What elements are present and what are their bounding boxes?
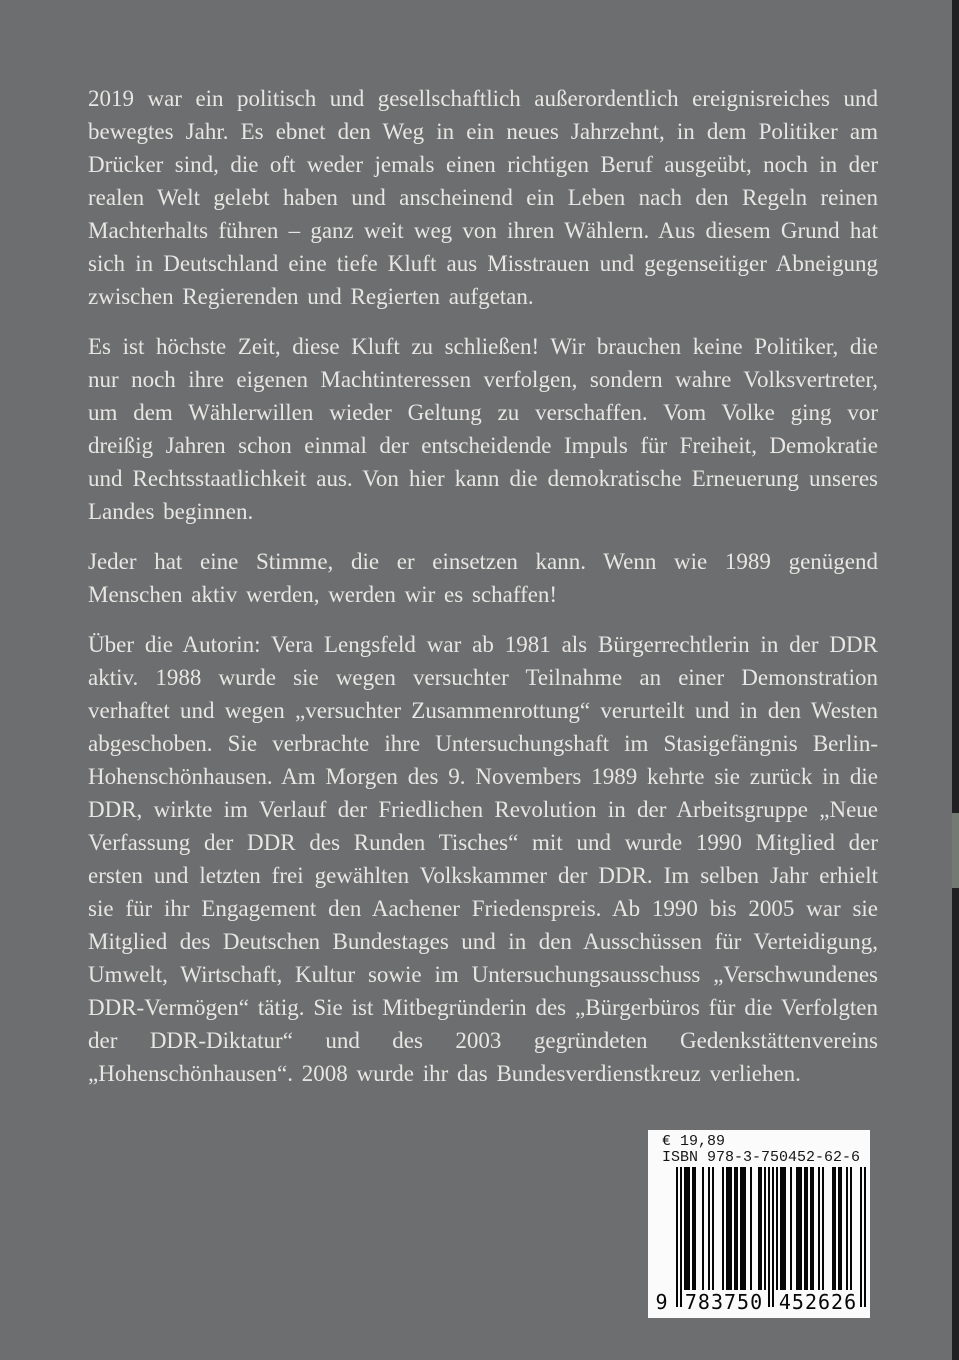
price-label: € 19,89 [662,1133,726,1150]
blurb-paragraph-callout: Jeder hat eine Stimme, die er einsetzen kann. Wenn wie 1989 genügend Menschen aktiv werden, werden wir es schaffen! [88,549,878,607]
barcode-digit-group-2: 783750 [682,1290,766,1314]
blurb-paragraph-appeal: Es ist höchste Zeit, diese Kluft zu schließen! Wir brauchen keine Politiker, die nur noch ihre eigenen Machtinteressen verfolgen, sondern wahre Volksvertreter, um dem Wählerwillen wieder Geltung zu verschaffen. Vom Volke ging vor dreißig Jahren schon einmal der entscheidende Impuls für Freiheit, Demokratie und Rechtsstaatlichkeit aus. Von hier kann die demokratische Erneuerung unseres Landes beginnen. [88,334,878,524]
ean13-barcode [676,1167,866,1307]
page-edge-strip [952,0,959,1360]
blurb-paragraph-author-bio: Über die Autorin: Vera Lengsfeld war ab 1981 als Bürgerrechtlerin in der DDR aktiv. 1988 wurde sie wegen versuchter Teilnahme an einer Demonstration verhaftet und wegen „versuchter Zusammenrottung“ verurteilt und in den Westen abgeschoben. Sie verbrachte ihre Untersuchungshaft im Stasigefängnis Berlin-Hohenschönhausen. Am Morgen des 9. Novembers 1989 kehrte sie zurück in die DDR, wirkte im Verlauf der Friedlichen Revolution in der Arbeitsgruppe „Neue Verfassung der DDR des Runden Tisches“ mit und wurde 1990 Mitglied der ersten und letzten frei gewählten Volkskammer der DDR. Im selben Jahr erhielt sie für ihr Engagement den Aachener Friedenspreis. Ab 1990 bis 2005 war sie Mitglied des Deutschen Bundestages und in den Ausschüssen für Verteidigung, Umwelt, Wirtschaft, Kultur sowie im Untersuchungsausschuss „Verschwundenes DDR-Vermögen“ tätig. Sie ist Mitbegründerin des „Bürgerbüros für die Verfolgten der DDR-Diktatur“ und des 2003 gegründeten Gedenkstättenvereins „Hohenschönhausen“. 2008 wurde ihr das Bundesverdienstkreuz verliehen. [88,632,878,1086]
isbn-label: ISBN 978-3-750452-62-6 [662,1149,861,1166]
blurb-paragraph-intro: 2019 war ein politisch und gesellschaftlich außerordentlich ereignisreiches und bewegtes Jahr. Es ebnet den Weg in ein neues Jahrzehnt, in dem Politiker am Drücker sind, die oft weder jemals einen richtigen Beruf ausgeübt, noch in der realen Welt gelebt haben und anscheinend ein Leben nach den Regeln reinen Machterhalts führen – ganz weit weg von ihren Wählern. Aus diesem Grund hat sich in Deutschland eine tiefe Kluft aus Misstrauen und gegenseitiger Abneigung zwischen Regierenden und Regierten aufgetan. [88,86,878,309]
barcode-digit-group-3: 452626 [776,1290,860,1314]
blurb-text-block [88,82,878,1107]
page-edge-notch [952,813,959,888]
barcode-panel [648,1130,870,1318]
barcode-digit-group-1: 9 [655,1290,669,1314]
